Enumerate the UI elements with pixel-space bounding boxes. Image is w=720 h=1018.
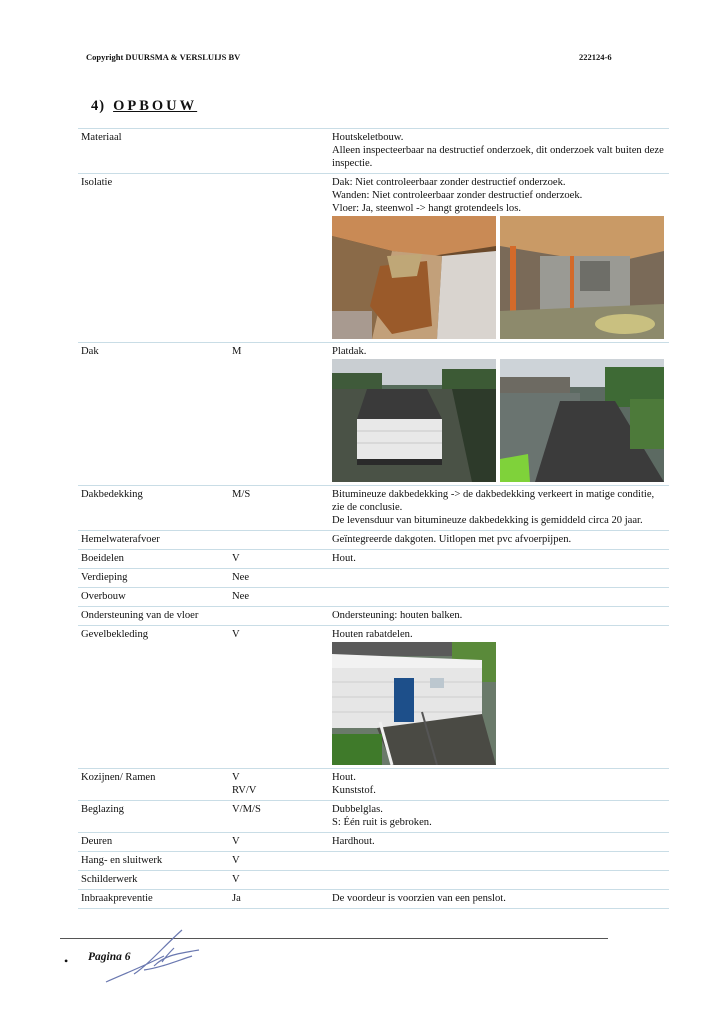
row-code: Nee [229,588,329,607]
table-row [78,129,669,174]
row-label: Hang- en sluitwerk [78,852,229,871]
table-row [78,626,669,769]
row-code: V [229,833,329,852]
table-row [78,550,669,569]
section-title: OPBOUW [113,98,198,114]
row-description [329,801,669,833]
row-description [329,626,669,769]
inspection-table [78,128,669,909]
table-row [78,852,669,871]
row-description [329,588,669,607]
description-line: Hardhout. [332,836,375,847]
row-label: Hemelwaterafvoer [78,531,229,550]
photo-flat-roof-surface [500,359,664,482]
description-line: De levensduur van bitumineuze dakbedekking is gemiddeld circa 20 jaar. [332,515,643,526]
row-description [329,129,669,174]
row-code: V [229,550,329,569]
description-line: Ondersteuning: houten balken. [332,610,463,621]
row-code: M [229,343,329,486]
row-description [329,550,669,569]
photo-roof-from-bridge [332,359,496,482]
table-row [78,569,669,588]
table-row [78,871,669,890]
copyright-header: Copyright DUURSMA & VERSLUIJS BV [86,52,241,62]
code-line: V [232,772,240,783]
description-line: De voordeur is voorzien van een penslot. [332,893,506,904]
row-description [329,833,669,852]
description-line: Platdak. [332,346,367,357]
row-description [329,343,669,486]
row-description [329,486,669,531]
description-line: Hout. [332,772,356,783]
row-label: Inbraakpreventie [78,890,229,909]
photo-crawlspace-floor [500,216,664,339]
row-label: Ondersteuning van de vloer [78,607,229,626]
description-line: Kunststof. [332,785,376,796]
row-code: V/M/S [229,801,329,833]
row-label: Schilderwerk [78,871,229,890]
row-description [329,871,669,890]
row-code: Ja [229,890,329,909]
row-code: V [229,871,329,890]
description-line: Alleen inspecteerbaar na destructief onderzoek, dit onderzoek valt buiten deze inspectie. [332,145,664,169]
roof-photos [332,359,667,482]
row-label: Boeidelen [78,550,229,569]
description-line: S: Één ruit is gebroken. [332,817,432,828]
table-row [78,833,669,852]
description-line: Vloer: Ja, steenwol -> hangt grotendeels los. [332,203,521,214]
row-code [229,129,329,174]
table-row [78,769,669,801]
row-description [329,531,669,550]
row-label: Gevelbekleding [78,626,229,769]
row-label: Materiaal [78,129,229,174]
facade-photos [332,642,667,765]
page-number: Pagina 6 [88,951,131,963]
photo-facade-door [332,642,496,765]
row-description [329,607,669,626]
description-line: Geïntegreerde dakgoten. Uitlopen met pvc afvoerpijpen. [332,534,572,545]
row-description [329,569,669,588]
row-label: Isolatie [78,174,229,343]
row-description [329,890,669,909]
document-number: 222124-6 [579,52,612,62]
row-code: Nee [229,569,329,588]
row-label: Dak [78,343,229,486]
photo-crawlspace-insulation [332,216,496,339]
row-label: Dakbedekking [78,486,229,531]
description-line: Wanden: Niet controleerbaar zonder destructief onderzoek. [332,190,583,201]
table-row [78,588,669,607]
row-code: V [229,852,329,871]
row-description [329,174,669,343]
table-row [78,890,669,909]
row-code: V [229,626,329,769]
bullet-icon: • [64,954,69,968]
row-label: Deuren [78,833,229,852]
code-line: RV/V [232,785,257,796]
row-code: M/S [229,486,329,531]
table-row [78,174,669,343]
section-number: 4) [91,98,106,114]
description-line: Dubbelglas. [332,804,383,815]
table-row [78,343,669,486]
row-label: Overbouw [78,588,229,607]
table-row [78,607,669,626]
table-row [78,486,669,531]
description-line: Dak: Niet controleerbaar zonder destructief onderzoek. [332,177,566,188]
table-row [78,531,669,550]
row-code [229,769,329,801]
row-code [229,607,329,626]
table-row [78,801,669,833]
row-description [329,769,669,801]
section-heading [91,98,197,115]
insulation-photos [332,216,667,339]
row-label: Verdieping [78,569,229,588]
description-line: Hout. [332,553,356,564]
description-line: Bitumineuze dakbedekking -> de dakbedekking verkeert in matige conditie, zie de conclusie. [332,489,655,513]
row-code [229,531,329,550]
signature-icon [104,926,204,991]
description-line: Houtskeletbouw. [332,132,404,143]
row-label: Kozijnen/ Ramen [78,769,229,801]
description-line: Houten rabatdelen. [332,629,413,640]
row-label: Beglazing [78,801,229,833]
row-description [329,852,669,871]
row-code [229,174,329,343]
